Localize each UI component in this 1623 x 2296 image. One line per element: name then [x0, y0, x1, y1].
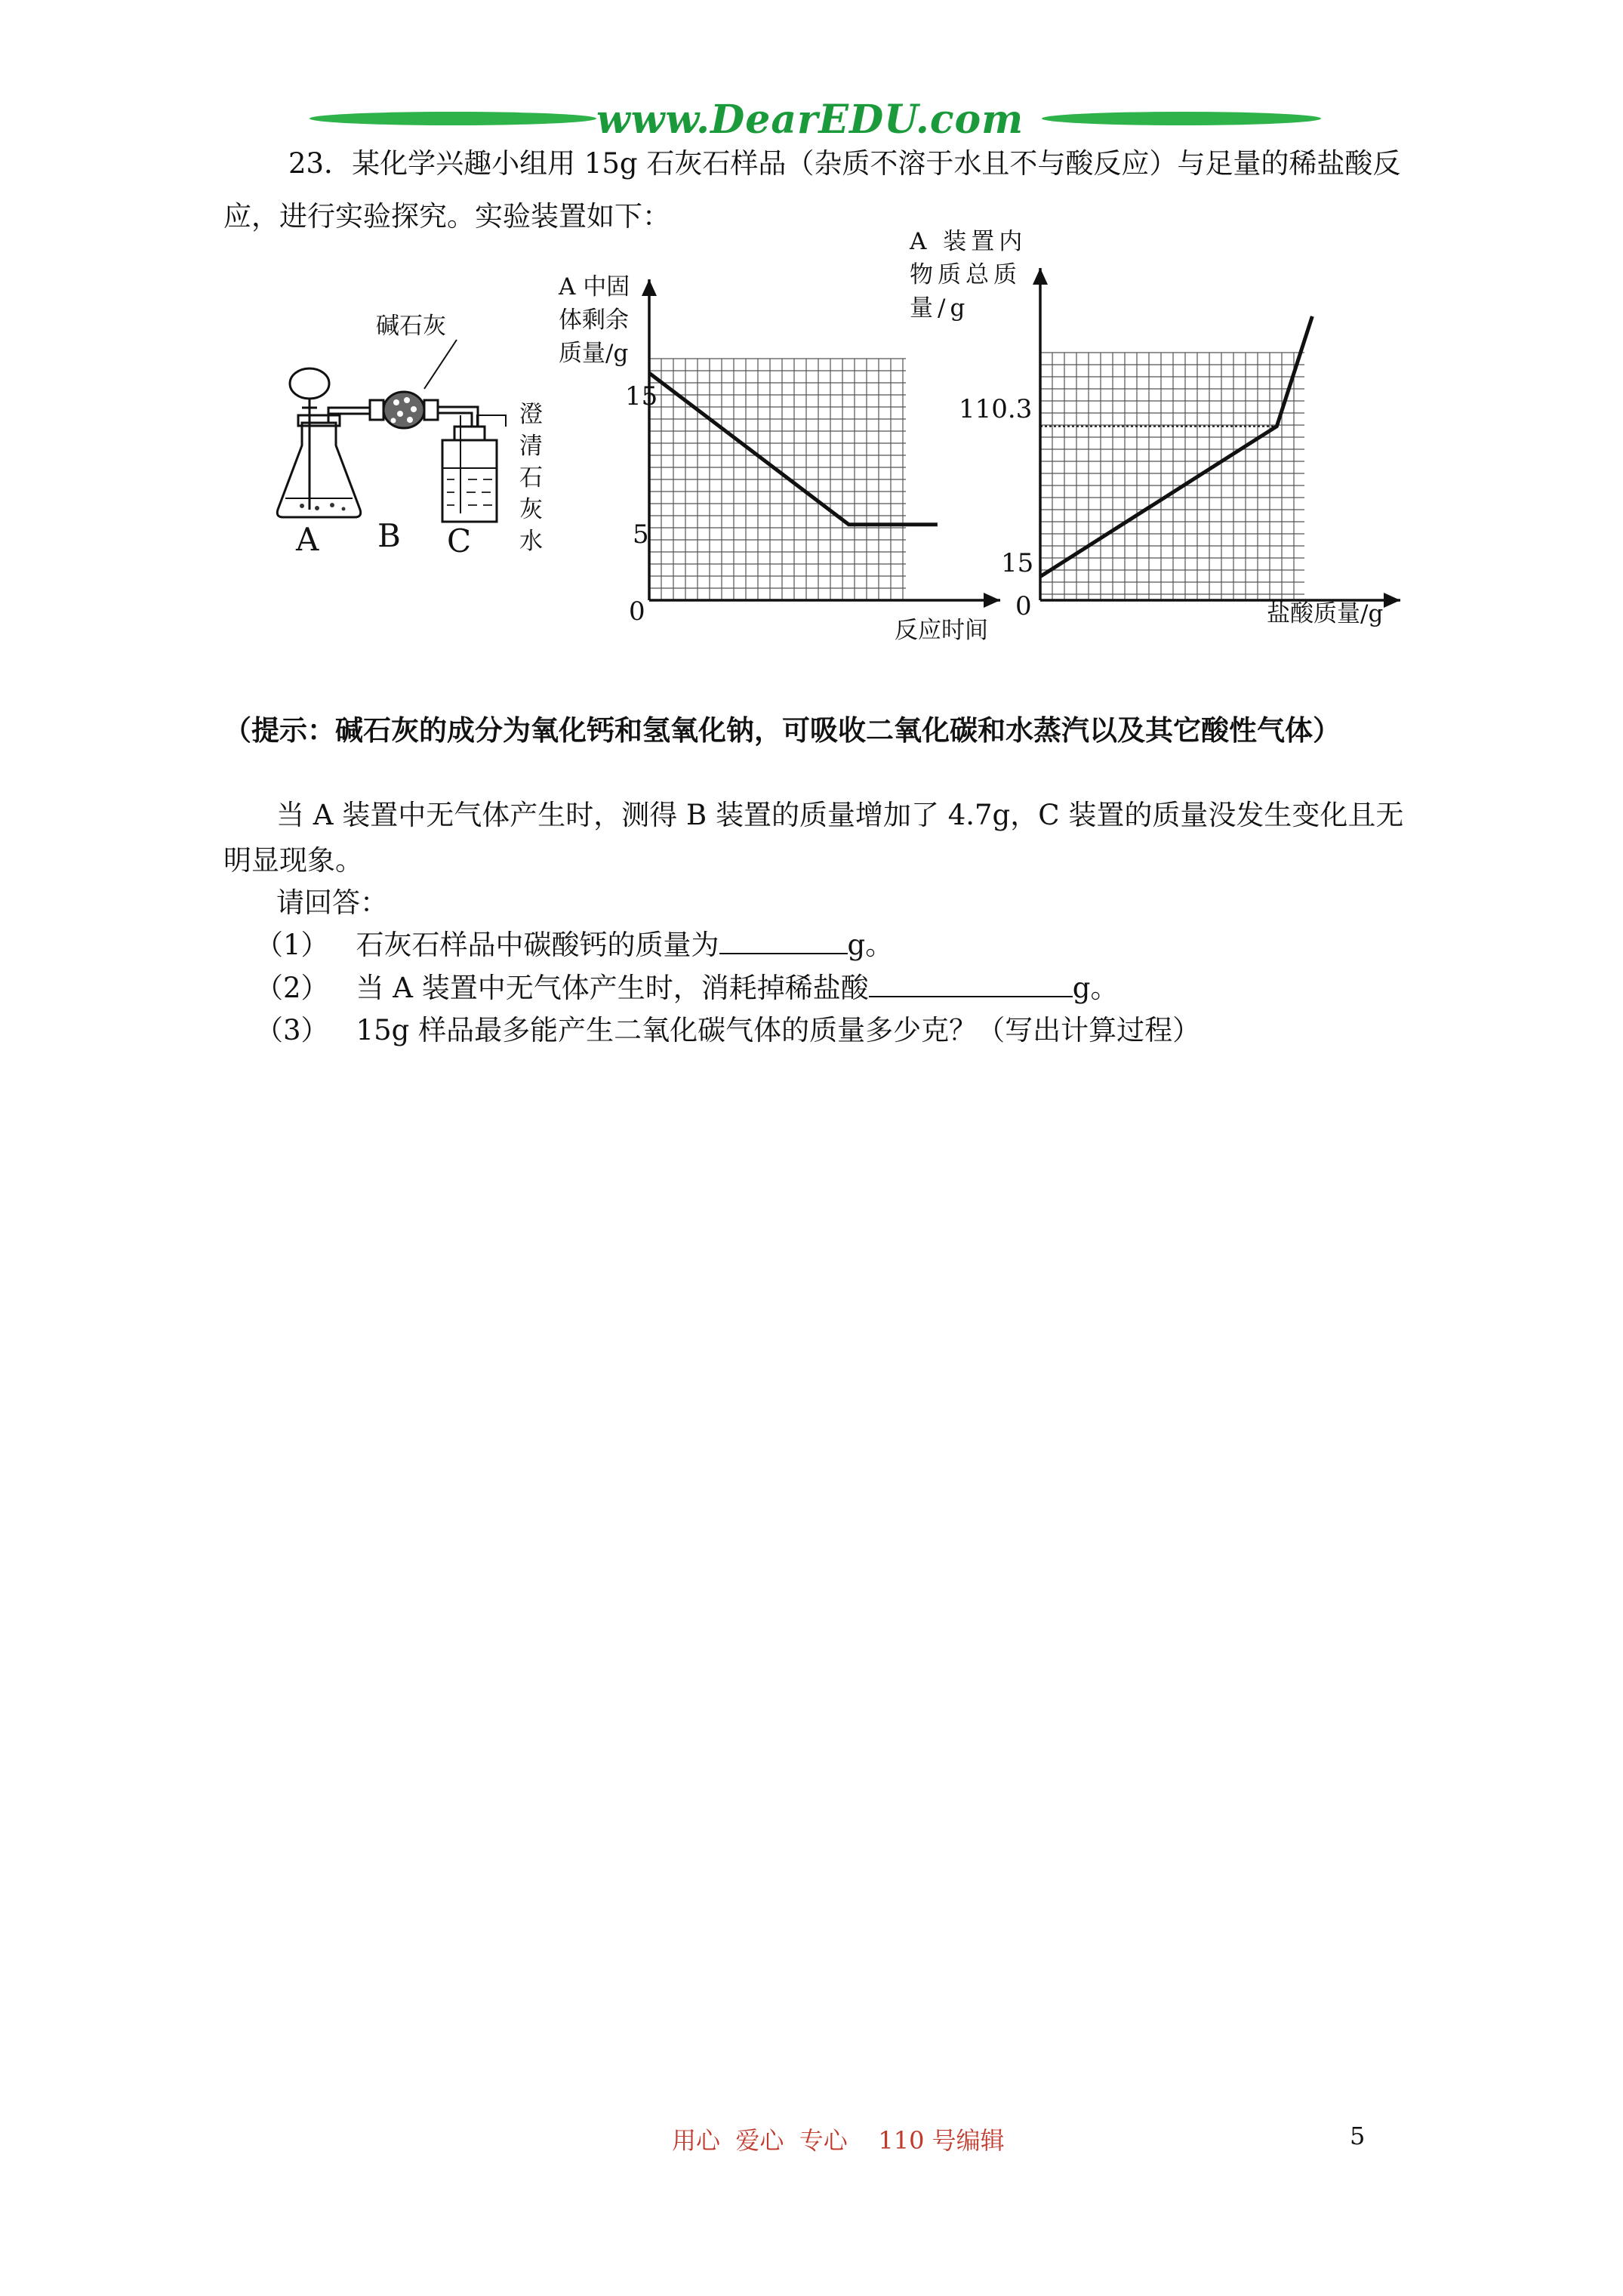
- body-para-line-1: 当 A 装置中无气体产生时，测得 B 装置的质量增加了 4.7g，C 装置的质量没发生变化且无: [276, 799, 1404, 831]
- item-1: [255, 925, 893, 966]
- item-2-num: （2）: [255, 972, 329, 1004]
- item-2-suffix: g。: [1072, 972, 1119, 1004]
- question-number: 23．: [288, 147, 353, 180]
- label-b: B: [377, 517, 401, 554]
- chart1-ytick-5: 5: [633, 519, 649, 550]
- label-soda-lime: 碱石灰: [376, 313, 446, 340]
- brand-logo: www.DearEDU.com: [596, 97, 1024, 143]
- chart1-ylabel: A 中固体剩余质量/g: [559, 273, 630, 367]
- chart2-ytick-110-3: 110.3: [959, 394, 1033, 424]
- chart2-ytick-15: 15: [1001, 548, 1034, 578]
- chart2-x-arrow: [1384, 593, 1400, 608]
- body-prompt: 请回答：: [276, 886, 388, 919]
- item-1-text: 石灰石样品中碳酸钙的质量为: [356, 929, 719, 961]
- question-line-1-text: 某化学兴趣小组用 15g 石灰石样品（杂质不溶于水且不与酸反应）与足量的稀盐酸反: [352, 147, 1401, 180]
- item-1-suffix: g。: [847, 929, 894, 961]
- item-3: [255, 1010, 1200, 1051]
- body-para-line-2: 明显现象。: [223, 844, 363, 877]
- chart1-origin: 0: [629, 596, 645, 627]
- chart2-xlabel: 盐酸质量/g: [1267, 600, 1384, 627]
- item-1-num: （1）: [255, 929, 329, 961]
- chart2-data-line: [1040, 316, 1312, 577]
- footer-slogan: 用心 爱心 专心 110 号编辑: [672, 2126, 1005, 2155]
- page-number: 5: [1350, 2122, 1366, 2150]
- label-c: C: [447, 522, 472, 559]
- chart2-ylabel: A 装置内物质总质量/g: [910, 228, 1027, 322]
- hint-text: （提示：碱石灰的成分为氧化钙和氢氧化钠，可吸收二氧化碳和水蒸汽以及其它酸性气体）: [223, 713, 1341, 747]
- question-line-2: 应，进行实验探究。实验装置如下：: [223, 200, 670, 233]
- item-2-answer-blank[interactable]: [869, 970, 1073, 997]
- item-3-num: （3）: [255, 1014, 329, 1046]
- chart1-ytick-15: 15: [625, 381, 658, 411]
- chart2-origin: 0: [1015, 591, 1032, 621]
- label-a: A: [296, 521, 319, 558]
- item-1-answer-blank[interactable]: [719, 927, 848, 954]
- item-2-text: 当 A 装置中无气体产生时，消耗掉稀盐酸: [356, 972, 869, 1004]
- chart1-xlabel: 反应时间: [895, 617, 988, 644]
- item-3-text: 15g 样品最多能产生二氧化碳气体的质量多少克？（写出计算过程）: [356, 1014, 1201, 1046]
- chart1-data-line: [649, 373, 938, 525]
- label-limewater: 澄清石灰水: [519, 401, 543, 555]
- item-2: [255, 968, 1118, 1009]
- chart1-x-arrow: [984, 593, 1000, 608]
- chart-solid-mass: [0, 0, 1623, 680]
